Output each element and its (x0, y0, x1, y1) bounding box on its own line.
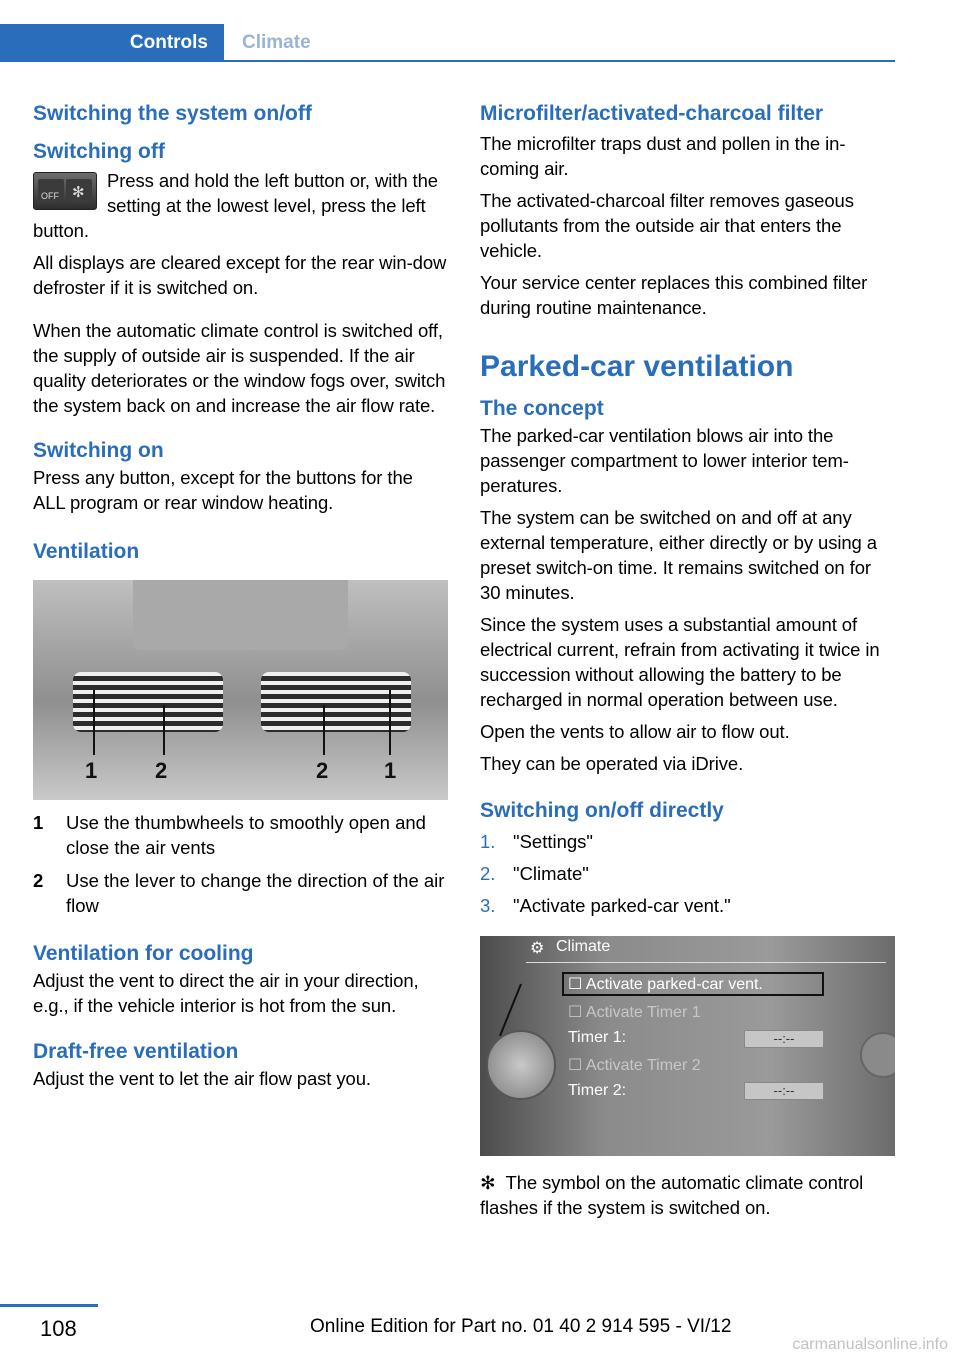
list-item: 2. "Climate" (480, 863, 589, 884)
heading-switching-direct: Switching on/off directly (480, 799, 724, 822)
off-icon: OFF (38, 179, 64, 203)
gear-icon: ⚙ (530, 940, 545, 957)
heading-concept: The concept (480, 397, 604, 420)
heading-switching-off: Switching off (33, 140, 165, 163)
ventilation-image (33, 580, 448, 800)
callout-1-right: 1 (384, 758, 397, 783)
heading-switching-on: Switching on (33, 439, 164, 462)
tab-controls[interactable]: Controls (0, 24, 224, 61)
paragraph-on: Press any button, except for the buttons for the ALL program or rear window heating. (33, 467, 413, 513)
paragraph-filter-3: Your service center replaces this combined filter during routine maintenance. (480, 272, 868, 318)
tab-climate[interactable]: Climate (242, 32, 311, 53)
heading-switching-system: Switching the system on/off (33, 102, 312, 125)
legend-list (33, 810, 448, 918)
callout-1-left: 1 (85, 758, 98, 783)
paragraph-filter-1: The microfilter traps dust and pollen in the in-coming air. (480, 133, 846, 179)
paragraph-off-3: When the automatic climate control is switched off, the supply of outside air is suspended. If the air quality deteriorates or the window fogs over, switch the system back on and increase the air flow rate. (33, 320, 446, 416)
list-item: 1 Use the thumbwheels to smoothly open and close the air vents (33, 812, 426, 858)
watermark: carmanualsonline.info (792, 1336, 948, 1353)
callout-2-right: 2 (316, 758, 329, 783)
list-item: 1. "Settings" (480, 831, 593, 852)
screen-title: Climate (556, 938, 611, 955)
heading-parked-car: Parked-car ventilation (480, 350, 794, 383)
controller-icon (486, 1030, 556, 1100)
paragraph-concept-4: Open the vents to allow air to flow out. (480, 721, 790, 742)
callout-2-left: 2 (155, 758, 168, 783)
menu-item-timer1[interactable]: ☐ Activate Timer 1 (568, 1004, 701, 1021)
menu-item-timer2[interactable]: ☐ Activate Timer 2 (568, 1057, 701, 1074)
paragraph-concept-5: They can be operated via iDrive. (480, 753, 744, 774)
idrive-screenshot (480, 936, 895, 1156)
paragraph-off-2: All displays are cleared except for the rear win-dow defroster if it is switched on. (33, 252, 447, 298)
fan-icon: ✻ (480, 1172, 496, 1193)
left-column (33, 100, 448, 1091)
list-item: 3. "Activate parked-car vent." (480, 895, 731, 916)
fan-icon: ✻ (66, 179, 92, 203)
header-tabs (0, 24, 895, 62)
scroll-knob-icon (860, 1032, 895, 1078)
steps-list (480, 829, 896, 918)
page-number: 108 (40, 1316, 77, 1341)
right-column (480, 100, 896, 1220)
display-screen (133, 580, 348, 650)
left-vent-icon (73, 672, 223, 732)
paragraph-symbol: ✻ The symbol on the automatic climate control flashes if the system is switched on. (480, 1172, 864, 1218)
timer1-value[interactable]: --:-- (744, 1030, 824, 1048)
switch-off-block (33, 168, 448, 243)
timer2-value[interactable]: --:-- (744, 1082, 824, 1100)
paragraph-draft: Adjust the vent to let the air flow past you. (33, 1068, 371, 1089)
paragraph-concept-1: The parked-car ventilation blows air into the passenger compartment to lower interior tem-peratures. (480, 425, 849, 496)
menu-item-activate-vent[interactable]: ☐ Activate parked-car vent. (568, 976, 763, 993)
heading-ventilation-cooling: Ventilation for cooling (33, 942, 254, 965)
heading-draft-free: Draft-free ventilation (33, 1040, 239, 1063)
edition-note: Online Edition for Part no. 01 40 2 914 595 - VI/12 (310, 1316, 732, 1337)
footer-rule (0, 1304, 98, 1307)
paragraph-filter-2: The activated-charcoal filter removes gaseous pollutants from the outside air that enters the vehicle. (480, 190, 854, 261)
climate-button-icon (33, 172, 97, 210)
heading-ventilation: Ventilation (33, 540, 140, 563)
timer1-label: Timer 1: (568, 1029, 627, 1046)
paragraph-cooling: Adjust the vent to direct the air in your direction, e.g., if the vehicle interior is hot from the sun. (33, 970, 419, 1016)
timer2-label: Timer 2: (568, 1082, 627, 1099)
paragraph-off-1: Press and hold the left button or, with the setting at the lowest level, press the left button. (33, 170, 438, 241)
paragraph-concept-2: The system can be switched on and off at any external temperature, either directly or by using a preset switch-on time. It remains switched on for 30 minutes. (480, 507, 877, 603)
list-item: 2 Use the lever to change the direction of the air flow (33, 870, 445, 916)
paragraph-concept-3: Since the system uses a substantial amount of electrical current, refrain from activating it twice in succession without allowing the battery to be recharged in normal operation between use. (480, 614, 880, 710)
heading-filter: Microfilter/activated-charcoal filter (480, 102, 824, 125)
